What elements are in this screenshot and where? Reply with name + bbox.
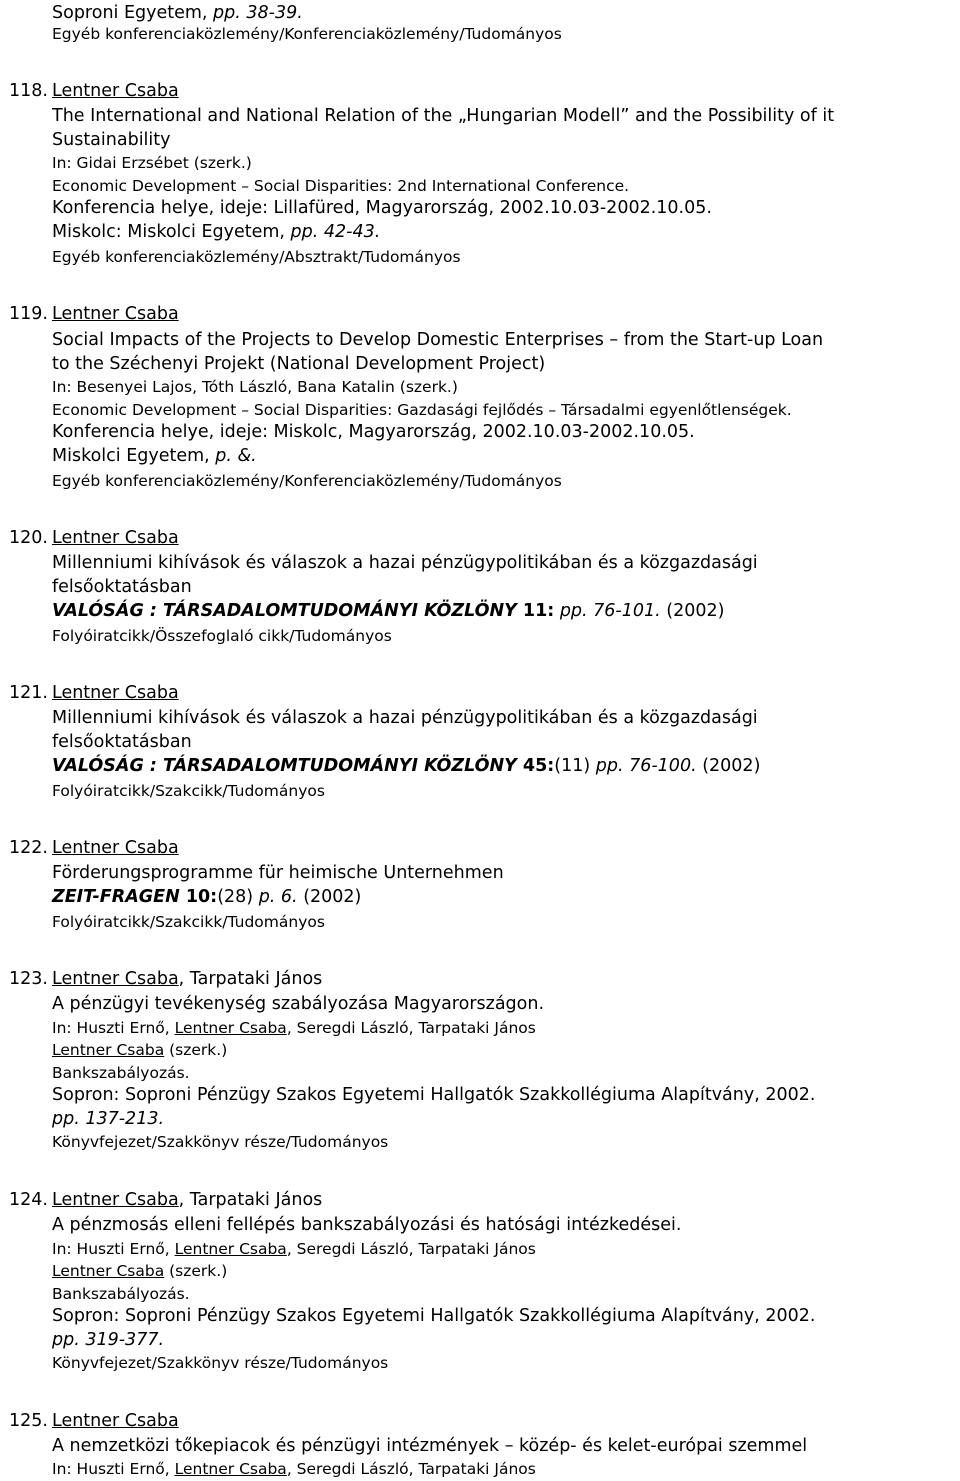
authors-text: , Seregdi László, Tarpataki János bbox=[286, 1460, 536, 1478]
entry-121-title-cont: felsőoktatásban bbox=[52, 732, 192, 752]
author-link[interactable]: Lentner Csaba bbox=[52, 1411, 179, 1431]
entry-118-publisher bbox=[52, 220, 380, 244]
entry-123-book: Bankszabályozás. bbox=[52, 1064, 190, 1082]
entry-number: 123. bbox=[9, 969, 48, 989]
author-link[interactable]: Lentner Csaba bbox=[52, 1190, 179, 1210]
publisher-text: Soproni Egyetem, bbox=[52, 3, 214, 23]
entry-119-type: Egyéb konferenciaközlemény/Konferenciaközlemény/Tudományos bbox=[52, 472, 562, 490]
journal-volume: 10: bbox=[179, 887, 218, 907]
entry-number: 119. bbox=[9, 304, 48, 324]
journal-volume: 45: bbox=[516, 756, 555, 776]
coauthor-text: , Tarpataki János bbox=[178, 1190, 323, 1210]
authors-text: In: Huszti Ernő, bbox=[52, 1019, 175, 1037]
entry-number: 125. bbox=[9, 1411, 48, 1431]
journal-name: VALÓSÁG : TÁRSADALOMTUDOMÁNYI KÖZLÖNY bbox=[52, 756, 517, 776]
editor-link[interactable]: Lentner Csaba bbox=[52, 1041, 165, 1059]
year-text: (2002) bbox=[297, 887, 362, 907]
entry-124-pages: pp. 319-377. bbox=[52, 1330, 165, 1350]
entry-119-publisher bbox=[52, 444, 257, 468]
entry-124-editors bbox=[52, 1259, 227, 1283]
authors-text: In: Huszti Ernő, bbox=[52, 1460, 175, 1478]
publisher-text: Miskolci Egyetem, bbox=[52, 446, 216, 466]
entry-120-title: Millenniumi kihívások és válaszok a hazai pénzügypolitikában és a közgazdasági bbox=[52, 553, 758, 573]
entry-119-book: Economic Development – Social Disparities: Gazdasági fejlődés – Társadalmi egyenlőtlenségek. bbox=[52, 401, 792, 419]
year-text: (2002) bbox=[660, 601, 725, 621]
entry-125-authors bbox=[52, 1457, 536, 1481]
editor-role: (szerk.) bbox=[164, 1041, 228, 1059]
authors-text: , Seregdi László, Tarpataki János bbox=[286, 1019, 536, 1037]
entry-124-author-line bbox=[9, 1188, 323, 1212]
entry-number: 124. bbox=[9, 1190, 48, 1210]
coauthor-text: , Tarpataki János bbox=[178, 969, 323, 989]
entry-120-author-line bbox=[9, 526, 179, 550]
entry-123-pages: pp. 137-213. bbox=[52, 1109, 165, 1129]
entry-number: 121. bbox=[9, 683, 48, 703]
entry-119-editors: In: Besenyei Lajos, Tóth László, Bana Katalin (szerk.) bbox=[52, 378, 458, 396]
prev-entry-type: Egyéb konferenciaközlemény/Konferenciaközlemény/Tudományos bbox=[52, 25, 562, 43]
entry-121-author-line bbox=[9, 681, 179, 705]
pages-text: pp. 76-101. bbox=[554, 601, 661, 621]
entry-123-authors bbox=[52, 1016, 536, 1040]
entry-122-author-line bbox=[9, 836, 179, 860]
entry-121-type: Folyóiratcikk/Szakcikk/Tudományos bbox=[52, 782, 325, 800]
entry-number: 120. bbox=[9, 528, 48, 548]
journal-name: VALÓSÁG : TÁRSADALOMTUDOMÁNYI KÖZLÖNY bbox=[52, 601, 517, 621]
authors-text: , Seregdi László, Tarpataki János bbox=[286, 1240, 536, 1258]
pages-text: p. &. bbox=[215, 446, 257, 466]
pages-text: p. 6. bbox=[253, 887, 298, 907]
author-link[interactable]: Lentner Csaba bbox=[52, 81, 179, 101]
entry-118-author-line bbox=[9, 79, 179, 103]
entry-121-title: Millenniumi kihívások és válaszok a hazai pénzügypolitikában és a közgazdasági bbox=[52, 708, 758, 728]
journal-name: ZEIT-FRAGEN bbox=[52, 887, 180, 907]
entry-125-author-line bbox=[9, 1409, 179, 1433]
entry-119-conference: Konferencia helye, ideje: Miskolc, Magyarország, 2002.10.03-2002.10.05. bbox=[52, 422, 695, 442]
author-link[interactable]: Lentner Csaba bbox=[52, 304, 179, 324]
editor-link[interactable]: Lentner Csaba bbox=[52, 1262, 165, 1280]
entry-119-title: Social Impacts of the Projects to Develop Domestic Enterprises – from the Start-up Loan bbox=[52, 330, 824, 350]
year-text: (2002) bbox=[696, 756, 761, 776]
authors-text: In: Huszti Ernő, bbox=[52, 1240, 175, 1258]
entry-121-journal-line bbox=[52, 754, 760, 778]
author-link[interactable]: Lentner Csaba bbox=[52, 838, 179, 858]
author-link[interactable]: Lentner Csaba bbox=[174, 1460, 287, 1478]
entry-120-type: Folyóiratcikk/Összefoglaló cikk/Tudományos bbox=[52, 627, 392, 645]
author-link[interactable]: Lentner Csaba bbox=[52, 683, 179, 703]
entry-124-book: Bankszabályozás. bbox=[52, 1285, 190, 1303]
entry-124-authors bbox=[52, 1237, 536, 1261]
entry-123-author-line bbox=[9, 967, 323, 991]
entry-119-title-cont: to the Széchenyi Projekt (National Development Project) bbox=[52, 354, 546, 374]
journal-issue: (11) bbox=[554, 756, 591, 776]
journal-issue: (28) bbox=[217, 887, 254, 907]
entry-118-book: Economic Development – Social Disparities: 2nd International Conference. bbox=[52, 177, 630, 195]
entry-number: 118. bbox=[9, 81, 48, 101]
editor-role: (szerk.) bbox=[164, 1262, 228, 1280]
entry-124-title: A pénzmosás elleni fellépés bankszabályozási és hatósági intézkedései. bbox=[52, 1215, 682, 1235]
entry-119-author-line bbox=[9, 302, 179, 326]
entry-120-journal-line bbox=[52, 599, 724, 623]
entry-118-title: The International and National Relation of the „Hungarian Modell” and the Possibility of it bbox=[52, 106, 835, 126]
author-link[interactable]: Lentner Csaba bbox=[174, 1240, 287, 1258]
author-link[interactable]: Lentner Csaba bbox=[174, 1019, 287, 1037]
entry-125-title: A nemzetközi tőkepiacok és pénzügyi intézmények – közép- és kelet-európai szemmel bbox=[52, 1436, 808, 1456]
entry-120-title-cont: felsőoktatásban bbox=[52, 577, 192, 597]
author-link[interactable]: Lentner Csaba bbox=[52, 969, 179, 989]
pages-text: pp. 76-100. bbox=[590, 756, 697, 776]
entry-122-title: Förderungsprogramme für heimische Unternehmen bbox=[52, 863, 504, 883]
entry-123-title: A pénzügyi tevékenység szabályozása Magyarországon. bbox=[52, 994, 545, 1014]
entry-number: 122. bbox=[9, 838, 48, 858]
entry-123-editors bbox=[52, 1038, 227, 1062]
entry-123-publisher: Sopron: Soproni Pénzügy Szakos Egyetemi Hallgatók Szakkollégiuma Alapítvány, 2002. bbox=[52, 1085, 816, 1105]
pages-text: pp. 42-43. bbox=[290, 222, 381, 242]
entry-118-type: Egyéb konferenciaközlemény/Absztrakt/Tudományos bbox=[52, 248, 461, 266]
entry-118-conference: Konferencia helye, ideje: Lillafüred, Magyarország, 2002.10.03-2002.10.05. bbox=[52, 198, 712, 218]
entry-122-type: Folyóiratcikk/Szakcikk/Tudományos bbox=[52, 913, 325, 931]
entry-124-type: Könyvfejezet/Szakkönyv része/Tudományos bbox=[52, 1354, 389, 1372]
entry-124-publisher: Sopron: Soproni Pénzügy Szakos Egyetemi Hallgatók Szakkollégiuma Alapítvány, 2002. bbox=[52, 1306, 816, 1326]
journal-volume: 11: bbox=[516, 601, 555, 621]
entry-123-type: Könyvfejezet/Szakkönyv része/Tudományos bbox=[52, 1133, 389, 1151]
entry-118-title-cont: Sustainability bbox=[52, 130, 171, 150]
publisher-text: Miskolc: Miskolci Egyetem, bbox=[52, 222, 291, 242]
author-link[interactable]: Lentner Csaba bbox=[52, 528, 179, 548]
entry-118-editors: In: Gidai Erzsébet (szerk.) bbox=[52, 154, 252, 172]
pages-text: pp. 38-39. bbox=[213, 3, 303, 23]
entry-122-journal-line bbox=[52, 885, 361, 909]
